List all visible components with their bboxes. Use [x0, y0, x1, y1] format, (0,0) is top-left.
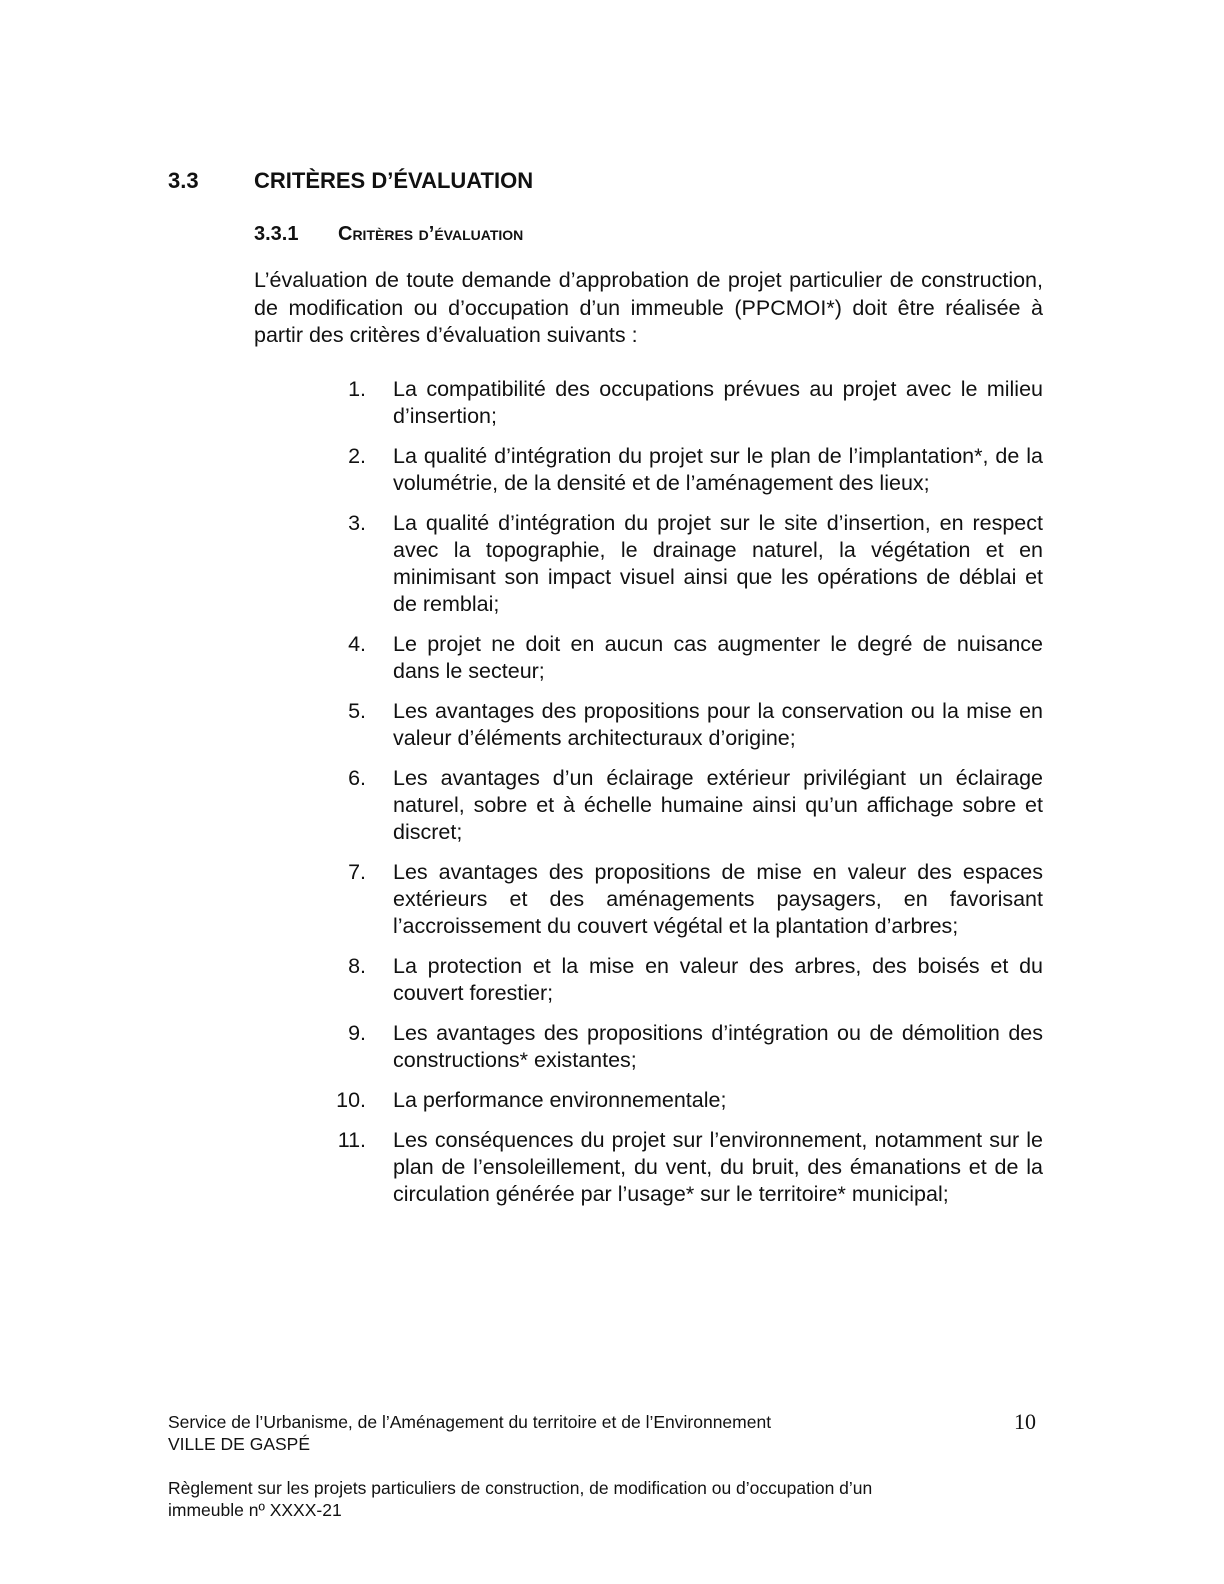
- section-number: 3.3: [168, 168, 199, 193]
- item-text: Les avantages des propositions pour la conservation ou la mise en valeur d’éléments architecturaux d’origine;: [393, 699, 1043, 751]
- item-number: 7.: [348, 860, 366, 885]
- item-text: Les avantages des propositions d’intégration ou de démolition des constructions* existantes;: [393, 1021, 1043, 1073]
- list-item: [322, 859, 1043, 941]
- item-number: 3.: [348, 510, 366, 535]
- list-item: [322, 1087, 1043, 1114]
- item-text: Les avantages des propositions de mise en valeur des espaces extérieurs et des aménagements paysagers, en favorisant l’accroissement du couvert végétal et la plantation d’arbres;: [393, 860, 1043, 939]
- criteria-list: [322, 376, 1043, 1221]
- item-text: La qualité d’intégration du projet sur le site d’insertion, en respect avec la topographie, le drainage naturel, la végétation et en minimisant son impact visuel ainsi que les opérations de déblai et de remblai;: [393, 510, 1043, 617]
- subsection-title: Critères d’évaluation: [338, 223, 524, 245]
- item-text: Le projet ne doit en aucun cas augmenter le degré de nuisance dans le secteur;: [393, 632, 1043, 684]
- footer-regulation-line2: immeuble nº XXXX-21: [168, 1500, 342, 1520]
- item-text: La qualité d’intégration du projet sur le plan de l’implantation*, de la volumétrie, de la densité et de l’aménagement des lieux;: [393, 443, 1043, 496]
- item-text: La protection et la mise en valeur des arbres, des boisés et du couvert forestier;: [393, 954, 1043, 1006]
- list-item: [322, 631, 1043, 685]
- list-item: [322, 698, 1043, 752]
- list-item: [322, 1127, 1043, 1209]
- item-number: 1.: [348, 377, 366, 401]
- list-item: [322, 443, 1043, 497]
- list-item: [322, 376, 1043, 430]
- page-footer: [168, 1411, 1048, 1521]
- item-number: 10.: [336, 1087, 366, 1112]
- footer-department: Service de l’Urbanisme, de l’Aménagement du territoire et de l’Environnement: [168, 1412, 772, 1432]
- item-number: 9.: [348, 1021, 366, 1046]
- section-title: CRITÈRES D’ÉVALUATION: [254, 168, 534, 193]
- list-item: [322, 1020, 1043, 1074]
- footer-regulation-line1: Règlement sur les projets particuliers de construction, de modification ou d’occupation d’un: [168, 1478, 873, 1498]
- item-text: Les avantages d’un éclairage extérieur privilégiant un éclairage naturel, sobre et à échelle humaine ainsi qu’un affichage sobre et discret;: [393, 765, 1043, 845]
- footer-spacer: [168, 1455, 1048, 1477]
- subsection-number: 3.3.1: [254, 223, 299, 245]
- item-number: 2.: [348, 443, 366, 468]
- item-text: La compatibilité des occupations prévues au projet avec le milieu d’insertion;: [393, 377, 1043, 429]
- page-number: 10: [1014, 1409, 1036, 1434]
- footer-city: VILLE DE GASPÉ: [168, 1434, 311, 1454]
- item-number: 11.: [337, 1127, 366, 1152]
- item-number: 4.: [348, 632, 366, 657]
- item-text: Les conséquences du projet sur l’environnement, notamment sur le plan de l’ensoleillement, du vent, du bruit, des émanations et de la circulation générée par l’usage* sur le territoire* municipal;: [393, 1127, 1043, 1207]
- item-text: La performance environnementale;: [393, 1087, 727, 1112]
- item-number: 8.: [348, 954, 366, 979]
- list-item: [322, 765, 1043, 847]
- list-item: [322, 510, 1043, 619]
- list-item: [322, 953, 1043, 1007]
- item-number: 5.: [348, 699, 366, 724]
- item-number: 6.: [348, 765, 366, 790]
- intro-paragraph: L’évaluation de toute demande d’approbation de projet particulier de construction, de modification ou d’occupation d’un immeuble (PPCMOI*) doit être réalisée à partir des critères d’évaluation suivants :: [254, 268, 1043, 347]
